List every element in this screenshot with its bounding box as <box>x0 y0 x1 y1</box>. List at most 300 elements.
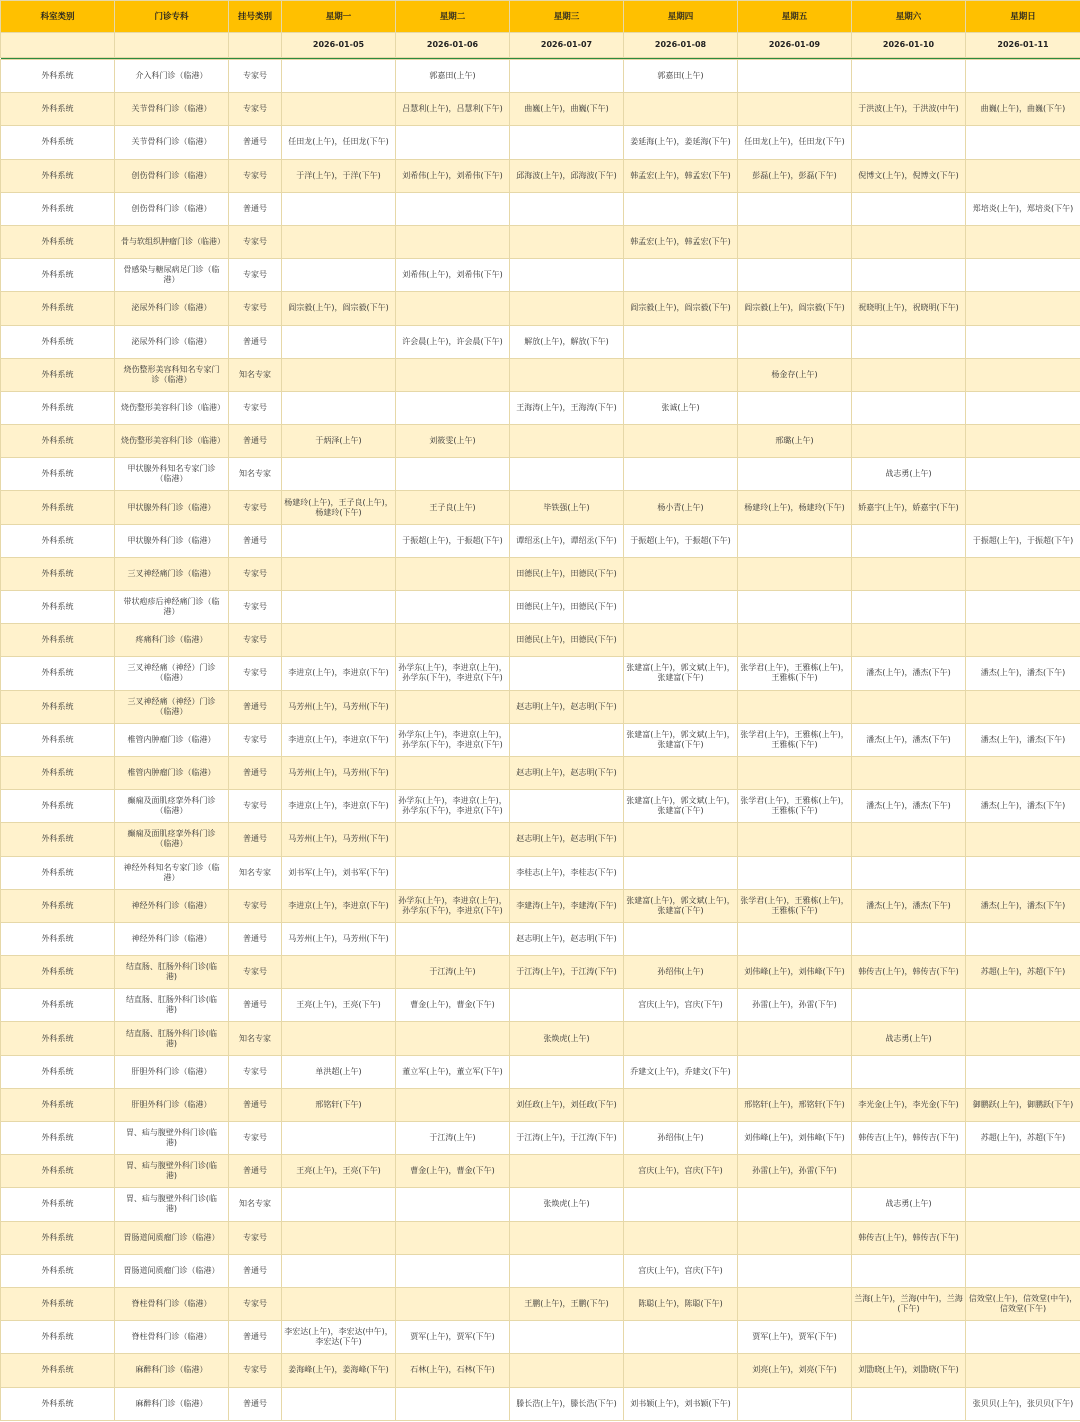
cell-saturday <box>852 225 966 258</box>
col-header-saturday: 星期六 <box>852 1 966 33</box>
cell-tuesday <box>396 690 510 723</box>
cell-friday <box>738 1188 852 1221</box>
cell-clinic: 泌尿外科门诊（临港） <box>115 292 229 325</box>
table-row <box>1 1055 1080 1088</box>
cell-thursday: 张建富(上午)，郭文斌(上午)，张建富(下午) <box>624 657 738 690</box>
cell-sunday <box>966 1022 1080 1055</box>
cell-thursday <box>624 425 738 458</box>
cell-saturday <box>852 358 966 391</box>
cell-wednesday <box>510 790 624 823</box>
cell-monday <box>282 1022 396 1055</box>
cell-dept-category: 外科系统 <box>1 259 115 292</box>
cell-friday: 张学君(上午)，王雅栋(上午)，王雅栋(下午) <box>738 657 852 690</box>
cell-reg-type: 专家号 <box>229 624 282 657</box>
cell-tuesday: 石林(上午)，石林(下午) <box>396 1354 510 1387</box>
cell-reg-type: 专家号 <box>229 159 282 192</box>
cell-dept-category: 外科系统 <box>1 591 115 624</box>
cell-sunday <box>966 624 1080 657</box>
cell-clinic: 结直肠、肛肠外科门诊(临港) <box>115 1022 229 1055</box>
cell-clinic: 椎管内肿瘤门诊（临港） <box>115 756 229 789</box>
cell-saturday: 潘杰(上午)，潘杰(下午) <box>852 790 966 823</box>
cell-dept-category: 外科系统 <box>1 1387 115 1420</box>
cell-dept-category: 外科系统 <box>1 491 115 524</box>
date-sunday: 2026-01-11 <box>966 33 1080 58</box>
cell-friday <box>738 756 852 789</box>
cell-tuesday <box>396 292 510 325</box>
table-row <box>1 1188 1080 1221</box>
cell-sunday <box>966 1354 1080 1387</box>
cell-wednesday: 李桂志(上午)，李桂志(下午) <box>510 856 624 889</box>
cell-reg-type: 专家号 <box>229 790 282 823</box>
cell-saturday: 刘勖晓(上午)，刘勖晓(下午) <box>852 1354 966 1387</box>
cell-monday: 杨建玲(上午)，王子良(上午)，杨建玲(下午) <box>282 491 396 524</box>
table-row <box>1 259 1080 292</box>
cell-clinic: 甲状腺外科门诊（临港） <box>115 491 229 524</box>
cell-friday <box>738 1254 852 1287</box>
cell-clinic: 神经外科门诊（临港） <box>115 922 229 955</box>
cell-thursday: 孙绍伟(上午) <box>624 1122 738 1155</box>
cell-dept-category: 外科系统 <box>1 192 115 225</box>
cell-dept-category: 外科系统 <box>1 458 115 491</box>
cell-reg-type: 普通号 <box>229 325 282 358</box>
cell-thursday: 张建富(上午)，郭文斌(上午)，张建富(下午) <box>624 790 738 823</box>
cell-reg-type: 专家号 <box>229 259 282 292</box>
cell-thursday <box>624 823 738 856</box>
cell-monday: 马芳州(上午)，马芳州(下午) <box>282 922 396 955</box>
cell-thursday <box>624 1022 738 1055</box>
cell-tuesday: 郭嘉田(上午) <box>396 60 510 93</box>
cell-friday: 孙雷(上午)，孙雷(下午) <box>738 989 852 1022</box>
cell-monday: 王亮(上午)，王亮(下午) <box>282 989 396 1022</box>
cell-tuesday: 刘希伟(上午)，刘希伟(下午) <box>396 159 510 192</box>
cell-saturday <box>852 922 966 955</box>
cell-dept-category: 外科系统 <box>1 325 115 358</box>
cell-friday: 刘伟峰(上午)，刘伟峰(下午) <box>738 1122 852 1155</box>
date-cell-blank <box>115 33 229 58</box>
cell-sunday: 于振超(上午)，于振超(下午) <box>966 524 1080 557</box>
cell-sunday <box>966 756 1080 789</box>
cell-wednesday: 赵志明(上午)，赵志明(下午) <box>510 922 624 955</box>
table-row <box>1 756 1080 789</box>
cell-saturday <box>852 557 966 590</box>
col-header-reg-type: 挂号类别 <box>229 1 282 33</box>
table-row <box>1 1354 1080 1387</box>
cell-monday <box>282 391 396 424</box>
cell-reg-type: 专家号 <box>229 491 282 524</box>
cell-sunday <box>966 690 1080 723</box>
cell-reg-type: 普通号 <box>229 192 282 225</box>
cell-tuesday: 于江涛(上午) <box>396 1122 510 1155</box>
cell-dept-category: 外科系统 <box>1 1354 115 1387</box>
cell-thursday <box>624 690 738 723</box>
cell-reg-type: 普通号 <box>229 1155 282 1188</box>
cell-dept-category: 外科系统 <box>1 989 115 1022</box>
cell-monday: 马芳州(上午)，马芳州(下午) <box>282 823 396 856</box>
cell-tuesday <box>396 591 510 624</box>
table-row <box>1 790 1080 823</box>
cell-reg-type: 知名专家 <box>229 856 282 889</box>
cell-monday: 李进京(上午)，李进京(下午) <box>282 889 396 922</box>
cell-reg-type: 普通号 <box>229 1088 282 1121</box>
cell-sunday <box>966 292 1080 325</box>
cell-monday: 姜海峰(上午)，姜海峰(下午) <box>282 1354 396 1387</box>
cell-saturday: 娇嘉宇(上午)，娇嘉宇(下午) <box>852 491 966 524</box>
cell-sunday <box>966 458 1080 491</box>
cell-thursday: 张诚(上午) <box>624 391 738 424</box>
cell-dept-category: 外科系统 <box>1 690 115 723</box>
cell-thursday: 阎宗毅(上午)，阎宗毅(下午) <box>624 292 738 325</box>
cell-sunday: 苏超(上午)，苏超(下午) <box>966 1122 1080 1155</box>
cell-reg-type: 专家号 <box>229 657 282 690</box>
cell-clinic: 胃、疝与腹壁外科门诊(临港) <box>115 1188 229 1221</box>
cell-monday: 马芳州(上午)，马芳州(下午) <box>282 756 396 789</box>
cell-thursday: 郭嘉田(上午) <box>624 60 738 93</box>
cell-reg-type: 专家号 <box>229 60 282 93</box>
table-row <box>1 1221 1080 1254</box>
cell-clinic: 胃肠道间质瘤门诊（临港） <box>115 1221 229 1254</box>
cell-saturday: 李光金(上午)，李光金(下午) <box>852 1088 966 1121</box>
cell-tuesday <box>396 358 510 391</box>
cell-wednesday <box>510 358 624 391</box>
cell-tuesday: 刘希伟(上午)，刘希伟(下午) <box>396 259 510 292</box>
cell-tuesday: 吕慧利(上午)，吕慧利(下午) <box>396 93 510 126</box>
cell-thursday <box>624 624 738 657</box>
table-row <box>1 458 1080 491</box>
cell-saturday: 潘杰(上午)，潘杰(下午) <box>852 723 966 756</box>
date-row <box>1 33 1080 58</box>
cell-saturday <box>852 1321 966 1354</box>
cell-dept-category: 外科系统 <box>1 1022 115 1055</box>
cell-friday <box>738 624 852 657</box>
table-row <box>1 524 1080 557</box>
cell-wednesday <box>510 1221 624 1254</box>
cell-reg-type: 专家号 <box>229 93 282 126</box>
cell-reg-type: 专家号 <box>229 723 282 756</box>
cell-thursday: 于振超(上午)，于振超(下午) <box>624 524 738 557</box>
table-row <box>1 225 1080 258</box>
cell-tuesday <box>396 1254 510 1287</box>
cell-dept-category: 外科系统 <box>1 126 115 159</box>
cell-thursday: 孙绍伟(上午) <box>624 956 738 989</box>
table-row <box>1 60 1080 93</box>
cell-sunday: 信效堂(上午)，信效堂(中午)，信效堂(下午) <box>966 1287 1080 1320</box>
table-row <box>1 1122 1080 1155</box>
cell-sunday: 潘杰(上午)，潘杰(下午) <box>966 723 1080 756</box>
cell-thursday: 张建富(上午)，郭文斌(上午)，张建富(下午) <box>624 723 738 756</box>
cell-wednesday <box>510 1055 624 1088</box>
table-row <box>1 159 1080 192</box>
cell-tuesday: 孙学东(上午)，李进京(上午)，孙学东(下午)，李进京(下午) <box>396 790 510 823</box>
table-row <box>1 292 1080 325</box>
cell-clinic: 麻醉科门诊（临港） <box>115 1354 229 1387</box>
cell-friday <box>738 259 852 292</box>
cell-friday <box>738 1055 852 1088</box>
table-row <box>1 723 1080 756</box>
cell-monday <box>282 1254 396 1287</box>
cell-thursday <box>624 591 738 624</box>
cell-tuesday <box>396 756 510 789</box>
cell-dept-category: 外科系统 <box>1 425 115 458</box>
cell-dept-category: 外科系统 <box>1 391 115 424</box>
cell-reg-type: 普通号 <box>229 989 282 1022</box>
table-row <box>1 856 1080 889</box>
cell-clinic: 神经外科门诊（临港） <box>115 889 229 922</box>
cell-clinic: 三叉神经痛门诊（临港） <box>115 557 229 590</box>
cell-reg-type: 知名专家 <box>229 458 282 491</box>
cell-thursday <box>624 458 738 491</box>
cell-monday <box>282 524 396 557</box>
cell-thursday: 韩孟宏(上午)，韩孟宏(下午) <box>624 159 738 192</box>
table-row <box>1 591 1080 624</box>
table-row <box>1 1321 1080 1354</box>
cell-tuesday: 董立军(上午)，董立军(下午) <box>396 1055 510 1088</box>
cell-reg-type: 专家号 <box>229 1122 282 1155</box>
table-row <box>1 889 1080 922</box>
cell-dept-category: 外科系统 <box>1 225 115 258</box>
cell-thursday <box>624 1321 738 1354</box>
cell-friday: 贾军(上午)，贾军(下午) <box>738 1321 852 1354</box>
cell-sunday: 潘杰(上午)，潘杰(下午) <box>966 790 1080 823</box>
cell-friday <box>738 856 852 889</box>
cell-wednesday <box>510 192 624 225</box>
cell-saturday <box>852 989 966 1022</box>
cell-reg-type: 专家号 <box>229 591 282 624</box>
cell-monday: 李进京(上午)，李进京(下午) <box>282 790 396 823</box>
cell-dept-category: 外科系统 <box>1 889 115 922</box>
col-header-monday: 星期一 <box>282 1 396 33</box>
cell-tuesday: 孙学东(上午)，李进京(上午)，孙学东(下午)，李进京(下午) <box>396 723 510 756</box>
table-row <box>1 1088 1080 1121</box>
cell-reg-type: 专家号 <box>229 557 282 590</box>
cell-monday <box>282 557 396 590</box>
cell-monday <box>282 93 396 126</box>
cell-sunday <box>966 159 1080 192</box>
cell-sunday <box>966 259 1080 292</box>
cell-saturday: 战志勇(上午) <box>852 458 966 491</box>
cell-friday <box>738 391 852 424</box>
cell-sunday <box>966 225 1080 258</box>
cell-saturday <box>852 690 966 723</box>
cell-friday <box>738 524 852 557</box>
cell-wednesday <box>510 723 624 756</box>
cell-saturday <box>852 126 966 159</box>
cell-monday: 王亮(上午)，王亮(下午) <box>282 1155 396 1188</box>
cell-reg-type: 专家号 <box>229 225 282 258</box>
col-header-thursday: 星期四 <box>624 1 738 33</box>
table-row <box>1 1022 1080 1055</box>
cell-tuesday <box>396 1022 510 1055</box>
cell-saturday: 战志勇(上午) <box>852 1188 966 1221</box>
cell-friday <box>738 458 852 491</box>
cell-reg-type: 专家号 <box>229 1055 282 1088</box>
cell-wednesday: 邱海波(上午)，邱海波(下午) <box>510 159 624 192</box>
cell-thursday: 姜延海(上午)，姜延海(下午) <box>624 126 738 159</box>
cell-sunday: 潘杰(上午)，潘杰(下午) <box>966 889 1080 922</box>
cell-tuesday <box>396 1088 510 1121</box>
cell-monday <box>282 1287 396 1320</box>
cell-sunday: 曲巍(上午)，曲巍(下午) <box>966 93 1080 126</box>
cell-friday: 杨金存(上午) <box>738 358 852 391</box>
cell-wednesday <box>510 126 624 159</box>
cell-friday <box>738 557 852 590</box>
cell-saturday: 韩传吉(上午)，韩传吉(下午) <box>852 956 966 989</box>
cell-clinic: 脊柱骨科门诊（临港） <box>115 1287 229 1320</box>
cell-sunday <box>966 1188 1080 1221</box>
cell-clinic: 关节骨科门诊（临港） <box>115 126 229 159</box>
cell-wednesday <box>510 425 624 458</box>
cell-sunday <box>966 491 1080 524</box>
cell-wednesday <box>510 657 624 690</box>
cell-sunday <box>966 60 1080 93</box>
cell-dept-category: 外科系统 <box>1 657 115 690</box>
cell-monday: 单洪超(上午) <box>282 1055 396 1088</box>
date-saturday: 2026-01-10 <box>852 33 966 58</box>
cell-thursday <box>624 93 738 126</box>
cell-sunday <box>966 922 1080 955</box>
cell-dept-category: 外科系统 <box>1 790 115 823</box>
cell-tuesday <box>396 624 510 657</box>
table-row <box>1 391 1080 424</box>
date-monday: 2026-01-05 <box>282 33 396 58</box>
cell-clinic: 椎管内肿瘤门诊（临港） <box>115 723 229 756</box>
cell-reg-type: 普通号 <box>229 756 282 789</box>
table-row <box>1 823 1080 856</box>
table-row <box>1 491 1080 524</box>
date-thursday: 2026-01-08 <box>624 33 738 58</box>
cell-monday <box>282 1188 396 1221</box>
cell-sunday <box>966 1055 1080 1088</box>
cell-clinic: 烧伤整形美容科门诊（临港） <box>115 425 229 458</box>
cell-tuesday <box>396 1188 510 1221</box>
cell-clinic: 创伤骨科门诊（临港） <box>115 159 229 192</box>
cell-reg-type: 普通号 <box>229 922 282 955</box>
cell-dept-category: 外科系统 <box>1 1088 115 1121</box>
cell-friday <box>738 1221 852 1254</box>
cell-tuesday: 曹金(上午)，曹金(下午) <box>396 1155 510 1188</box>
cell-reg-type: 专家号 <box>229 1354 282 1387</box>
cell-thursday <box>624 856 738 889</box>
cell-saturday: 潘杰(上午)，潘杰(下午) <box>852 657 966 690</box>
cell-saturday: 倪博文(上午)，倪博文(下午) <box>852 159 966 192</box>
cell-monday <box>282 956 396 989</box>
cell-wednesday: 王鹏(上午)，王鹏(下午) <box>510 1287 624 1320</box>
cell-friday <box>738 325 852 358</box>
cell-sunday <box>966 126 1080 159</box>
cell-sunday <box>966 1321 1080 1354</box>
cell-clinic: 胃、疝与腹壁外科门诊(临港) <box>115 1155 229 1188</box>
cell-wednesday: 张焕虎(上午) <box>510 1188 624 1221</box>
table-row <box>1 922 1080 955</box>
cell-clinic: 烧伤整形美容科知名专家门诊（临港） <box>115 358 229 391</box>
cell-dept-category: 外科系统 <box>1 756 115 789</box>
cell-dept-category: 外科系统 <box>1 292 115 325</box>
cell-dept-category: 外科系统 <box>1 723 115 756</box>
cell-saturday <box>852 624 966 657</box>
cell-wednesday: 解放(上午)，解放(下午) <box>510 325 624 358</box>
table-row <box>1 624 1080 657</box>
cell-clinic: 神经外科知名专家门诊（临港） <box>115 856 229 889</box>
cell-friday <box>738 1022 852 1055</box>
col-header-dept-category: 科室类别 <box>1 1 115 33</box>
schedule-body <box>1 60 1080 1421</box>
cell-saturday <box>852 425 966 458</box>
cell-clinic: 带状疱疹后神经痛门诊（临港） <box>115 591 229 624</box>
cell-saturday <box>852 1387 966 1420</box>
cell-wednesday <box>510 989 624 1022</box>
cell-wednesday: 刘任政(上午)，刘任政(下午) <box>510 1088 624 1121</box>
cell-saturday <box>852 1254 966 1287</box>
cell-dept-category: 外科系统 <box>1 1188 115 1221</box>
table-row <box>1 192 1080 225</box>
cell-wednesday: 张焕虎(上午) <box>510 1022 624 1055</box>
table-row <box>1 358 1080 391</box>
cell-saturday <box>852 60 966 93</box>
cell-wednesday: 赵志明(上午)，赵志明(下午) <box>510 756 624 789</box>
cell-clinic: 甲状腺外科知名专家门诊（临港） <box>115 458 229 491</box>
cell-saturday: 战志勇(上午) <box>852 1022 966 1055</box>
cell-wednesday: 赵志明(上午)，赵志明(下午) <box>510 823 624 856</box>
table-row <box>1 557 1080 590</box>
cell-dept-category: 外科系统 <box>1 93 115 126</box>
cell-reg-type: 普通号 <box>229 1387 282 1420</box>
table-row <box>1 956 1080 989</box>
cell-tuesday <box>396 1221 510 1254</box>
cell-sunday <box>966 557 1080 590</box>
cell-wednesday <box>510 1321 624 1354</box>
cell-clinic: 三叉神经痛（神经）门诊（临港） <box>115 690 229 723</box>
cell-saturday <box>852 756 966 789</box>
cell-friday: 张学君(上午)，王雅栋(上午)，王雅栋(下午) <box>738 723 852 756</box>
cell-dept-category: 外科系统 <box>1 1287 115 1320</box>
cell-friday <box>738 823 852 856</box>
cell-friday: 彭磊(上午)，彭磊(下午) <box>738 159 852 192</box>
date-cell-blank <box>229 33 282 58</box>
cell-monday: 马芳州(上午)，马芳州(下午) <box>282 690 396 723</box>
cell-monday <box>282 60 396 93</box>
cell-wednesday <box>510 458 624 491</box>
table-row <box>1 657 1080 690</box>
cell-monday: 于洋(上午)，于洋(下午) <box>282 159 396 192</box>
cell-saturday: 韩传吉(上午)，韩传吉(下午) <box>852 1122 966 1155</box>
cell-tuesday: 孙学东(上午)，李进京(上午)，孙学东(下午)，李进京(下午) <box>396 889 510 922</box>
cell-wednesday: 于江涛(上午)，于江涛(下午) <box>510 956 624 989</box>
cell-thursday <box>624 259 738 292</box>
cell-saturday <box>852 325 966 358</box>
cell-clinic: 结直肠、肛肠外科门诊(临港) <box>115 989 229 1022</box>
cell-clinic: 肝胆外科门诊（临港） <box>115 1055 229 1088</box>
cell-clinic: 麻醉科门诊（临港） <box>115 1387 229 1420</box>
table-row <box>1 93 1080 126</box>
cell-saturday <box>852 823 966 856</box>
cell-monday <box>282 259 396 292</box>
cell-friday: 杨建玲(上午)，杨建玲(下午) <box>738 491 852 524</box>
cell-saturday <box>852 1155 966 1188</box>
cell-clinic: 甲状腺外科门诊（临港） <box>115 524 229 557</box>
cell-monday: 邢铭轩(下午) <box>282 1088 396 1121</box>
cell-wednesday: 田德民(上午)，田德民(下午) <box>510 557 624 590</box>
col-header-clinic: 门诊专科 <box>115 1 229 33</box>
cell-clinic: 结直肠、肛肠外科门诊(临港) <box>115 956 229 989</box>
cell-saturday <box>852 1055 966 1088</box>
cell-saturday <box>852 259 966 292</box>
cell-wednesday: 毕铁强(上午) <box>510 491 624 524</box>
cell-friday <box>738 192 852 225</box>
cell-monday <box>282 591 396 624</box>
cell-wednesday: 谭绍丞(上午)，谭绍丞(下午) <box>510 524 624 557</box>
cell-reg-type: 专家号 <box>229 292 282 325</box>
cell-reg-type: 知名专家 <box>229 1022 282 1055</box>
cell-friday <box>738 922 852 955</box>
